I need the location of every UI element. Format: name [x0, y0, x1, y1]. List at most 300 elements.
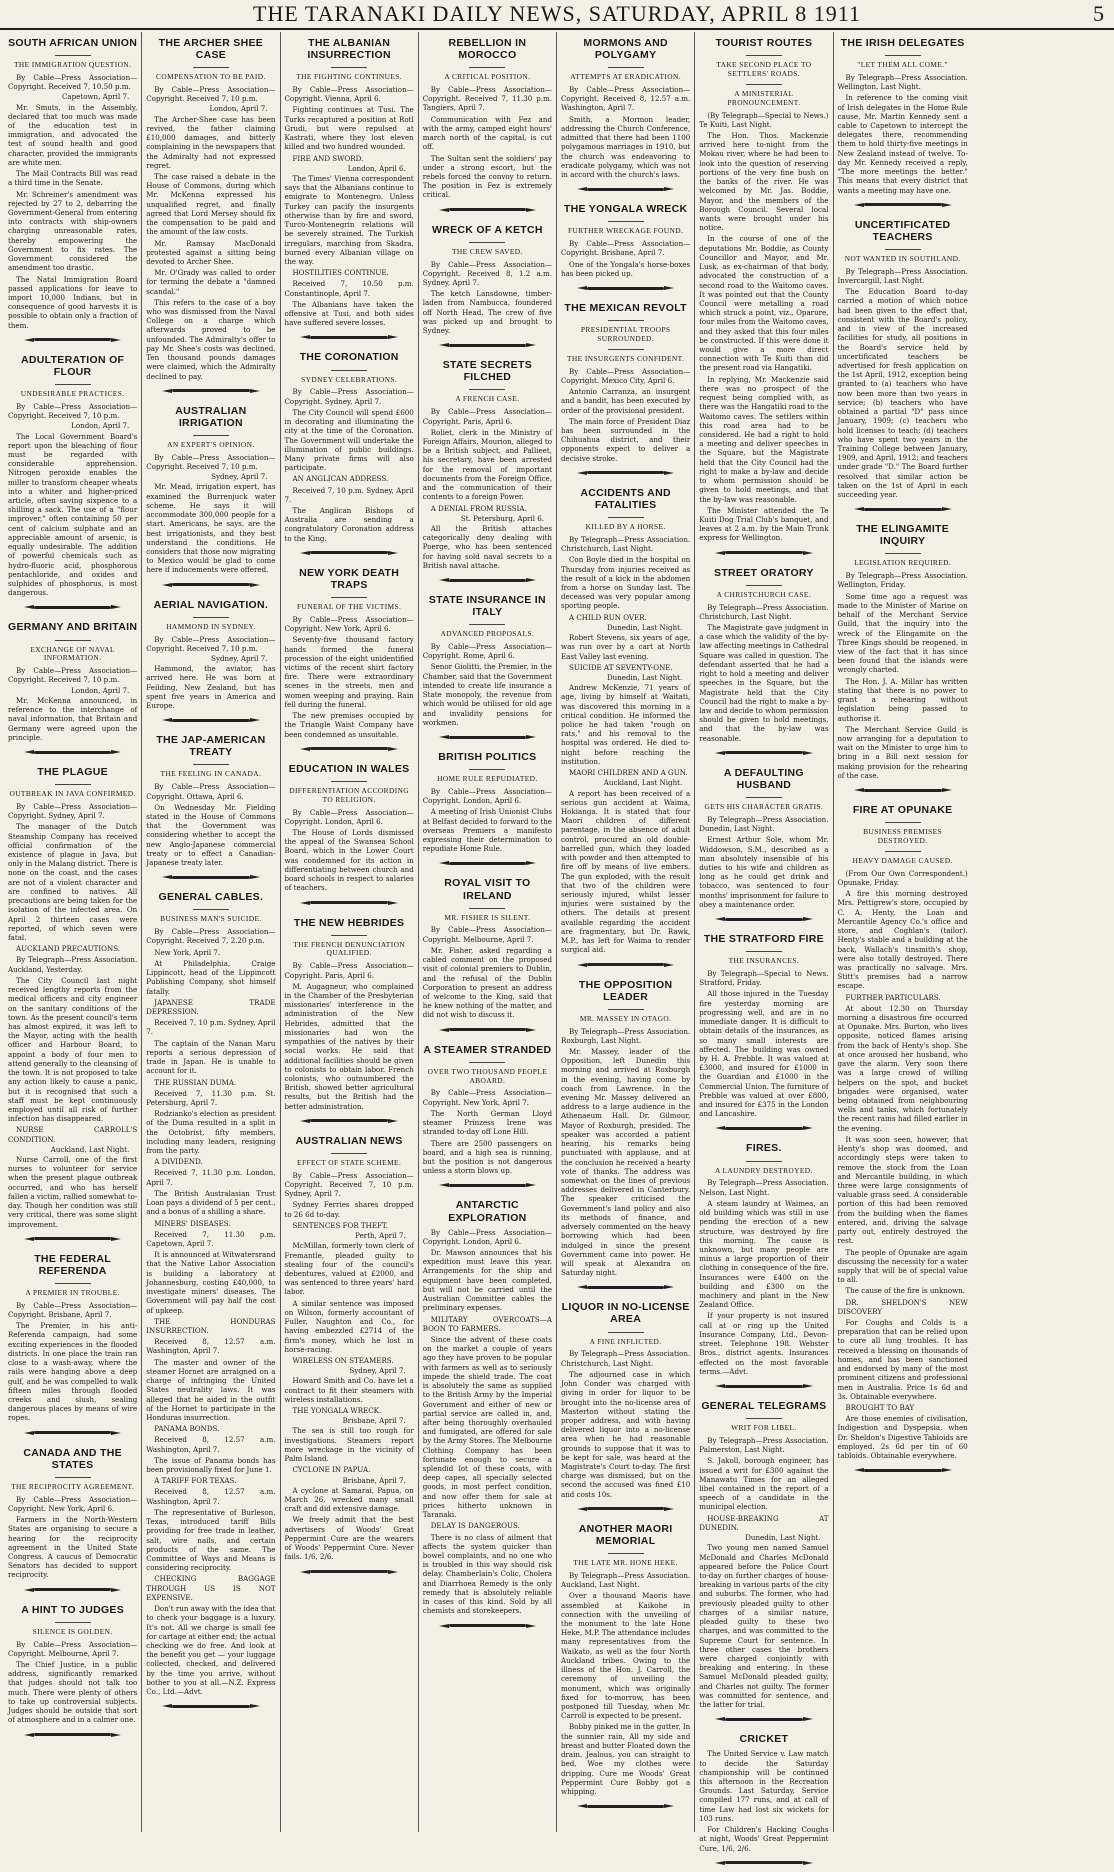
article-paragraph: The adjourned case in which John Conder was charged with giving in order for liquor to be brought into the no-license area of Masterton without stating the proper address, and with having delivered liquor into a no-license area when he had reasonable grounds to suppose that it was to be kept for sale, was heard at the Magistrate's Court to-day. The first charge was dismissed, but on the second the accused was fined £10 and costs 10s. — [561, 1369, 691, 1499]
article — [838, 799, 968, 1479]
article-end-rule — [699, 1125, 828, 1131]
article-paragraph: The Chief Justice, in a public address, significantly remarked that judges should not talk too much. There were plenty of others to take up controversial subjects. Judges should be outside that sort of atmosphere and in a calmer one. — [8, 1659, 138, 1725]
article-end-rule — [423, 860, 552, 866]
article-paragraph: At Philadelphia, Craige Lippincott, head of the Lippincott Publishing Company, shot himself fatally. — [146, 958, 276, 996]
article-paragraph: The Natal Immigration Board passed applications for leave to import 10,000 Indians, but in consequence of good harvests it is possible to obtain only a fraction of them. — [8, 274, 138, 330]
divider — [193, 909, 229, 910]
article-subheading: THE FRENCH DENUNCIATION QUALIFIED. — [293, 939, 406, 958]
dateline: Capetown, April 7. — [61, 92, 130, 102]
divider — [885, 851, 921, 852]
article-subheading: SILENCE IS GOLDEN. — [32, 1626, 113, 1636]
article-paragraph: The ketch Lansdowne, timber-laden from Nambucca, foundered off North Head. The crew of five was picked up and brought to Sydney. — [422, 289, 552, 336]
article-subheading: ATTEMPTS AT ERADICATION. — [570, 72, 681, 82]
masthead — [0, 0, 1114, 30]
divider — [885, 55, 921, 56]
article-headline: A STEAMER STRANDED — [423, 1043, 552, 1056]
article-paragraph: If your property is not insured call at or ring up the United Insurance Company, Ltd., Devon-street. Telephone 198. Webster Bros., district agents. Insurances effected on the most favorable terms.—Advt. — [699, 1311, 829, 1376]
article-headline: THE ARCHER SHEE CASE — [158, 37, 264, 62]
article-paragraph: S. Jakoll, borough engineer, has issued a writ for £300 against the Manawatu Times for an alleged libel contained in the report of a speech of a candidate in the municipal election. — [699, 1456, 829, 1512]
article-paragraph: By Cable—Press Association—Copyright. Received 7, 10 p.m. — [146, 452, 276, 471]
article-headline: ACCIDENTS AND FATALITIES — [580, 486, 671, 511]
article-headline: UNCERTIFICATED TEACHERS — [854, 218, 951, 243]
dateline: Auckland, Last Night. — [50, 1144, 130, 1154]
article-paragraph: Mr. Schreiner's amendment was rejected by 27 to 2, debarring the Government-General from entering into contracts with ship-owners charging unreasonable rates, thereby empowering the Government to fix rates. The Government considered the amendment too drastic. — [8, 189, 138, 273]
article-subheading: KILLED BY A HORSE. — [585, 522, 666, 531]
article-paragraph: A similar sentence was imposed on Wilson, formerly accountant of Fuller, Naughton and Co., for having embezzled £2714 of the firm's money, which he lost in horse-racing. — [284, 1298, 414, 1354]
article-end-rule — [8, 1430, 137, 1436]
article — [699, 1728, 828, 1871]
dateline: Dunedin, Last Night. — [606, 622, 683, 632]
divider — [55, 1283, 91, 1284]
divider — [331, 67, 367, 68]
article-paragraph: Received 7, 10 p.m. Sydney, April 7. — [146, 1018, 276, 1037]
dateline: Perth, April 7. — [355, 1231, 406, 1241]
newspaper-columns — [4, 32, 1110, 1853]
article — [561, 974, 690, 1297]
article-subheading: LEGISLATION REQUIRED. — [854, 558, 952, 568]
article-paragraph: By Telegraph—Press Association. Palmerston, Last Night. — [699, 1435, 829, 1455]
divider — [608, 1553, 644, 1554]
article-paragraph: Smith, a Mormon leader, addressing the Church Conference, admitted that there had been 1100 polygamous marriages in 1910, but the church was endeavoring to eradicate polygamy, which was not in accord with the church's laws. — [561, 114, 691, 179]
article-end-rule — [561, 1803, 690, 1809]
article-headline: SOUTH AFRICAN UNION — [8, 37, 138, 49]
article-paragraph: THE HONDURAS INSURRECTION. — [146, 1316, 276, 1335]
article-paragraph: Received 8, 12.57 a.m. Washington, April 7. — [146, 1435, 276, 1454]
article-subheading: THE INSURGENTS CONFIDENT. — [567, 353, 685, 363]
article — [285, 912, 414, 1130]
divider — [331, 370, 367, 371]
article — [561, 1518, 690, 1815]
article-paragraph: A report has been received of a serious gun accident at Waima, Hokianga. It is stated that four Maori children of different parentage, in the absence of adult control, procured an old double-barrelled gun, which they loaded with powder and then attempted to fire off by means of live embers. The gun exploded, with the result that two of the children were seriously injured, whilst lesser injuries were sustained by the others. The details at present available regarding the accident are fragmentary, but Dr. Rawk, M.P., has left for Waima to render surgical aid. — [561, 788, 691, 955]
article-headline: AUSTRALIAN IRRIGATION — [175, 404, 247, 429]
article-end-rule — [285, 1118, 414, 1124]
article-subheading: BUSINESS PREMISES DESTROYED. — [863, 827, 943, 845]
article-paragraph: BROUGHT TO BAY — [845, 1403, 915, 1412]
article-subheading: FUNERAL OF THE VICTIMS. — [296, 602, 402, 612]
article-paragraph: This refers to the case of a boy who was dismissed from the Naval College on a charge which afterwards proved to be unfounded. The Admiralty's offer to pay Mr. Shee's costs was declined. Ten thousand pounds damages were claimed, which the Admiralty declined to pay. — [146, 297, 276, 381]
article-paragraph: By Cable—Press Association—Copyright. New York, April 6. — [284, 614, 414, 634]
article-paragraph: SUICIDE AT SEVENTY-ONE. — [569, 662, 673, 672]
article-paragraph: A CHILD RUN OVER. — [569, 612, 647, 622]
article-paragraph: Mr. Massey, leader of the Opposition, left Dunedin this morning and arrived at Roxburgh in the evening, having come by coach from Lawrence. In the evening Mr. Massey delivered an address to a large audience in the Athenaeum Hall. Dr. Gilmour, Mayor of Roxburgh, presided. The speaker was accorded a patient hearing, his remarks being punctuated with applause, and at the conclusion he received a hearty vote of thanks. The address was somewhat on the lines of previous addresses delivered in Canterbury. The speaker criticised the Government's land policy and also its methods of finance, and adversely commented on the heavy borrowing which had been indulged in since the present Government came into power. He will speak at Alexandra on Saturday night. — [561, 1046, 691, 1278]
article-paragraph: The issue of Panama bonds has been provisionally fixed for June 1. — [146, 1455, 276, 1475]
article-paragraph: By Cable—Press Association—Copyright. Received 7, 10 p.m. — [146, 85, 276, 104]
article-paragraph: Con Boyle died in the hospital on Thursday from injuries received as the result of a kick in the abdomen from a horse on Sunday last. The deceased was very popular among sporting people. — [561, 555, 691, 611]
article-paragraph: By Telegraph—Press Association. Wellington, Friday. — [837, 571, 968, 590]
article-paragraph: Received 8, 12.57 a.m. Washington, April 7. — [146, 1337, 276, 1356]
article-subheading: BUSINESS MAN'S SUICIDE. — [160, 914, 262, 924]
article-paragraph: There is no class of ailment that affects the system quicker than bowel complaints, and no one who is troubled in this way should risk delay. Chamberlain's Colic, Cholera and Diarrhoea Remedy is the only remedy that is absolutely reliable in cases of this kind. Sold by all chemists and storekeepers. — [422, 1532, 552, 1616]
article-paragraph: By Cable—Press Association—Copyright. Vienna, April 6. — [284, 85, 414, 104]
article-headline: NEW YORK DEATH TRAPS — [299, 566, 400, 591]
divider — [55, 1477, 91, 1478]
divider — [746, 55, 782, 56]
article-subheading: THE LATE MR. HONE HEKE. — [573, 1558, 678, 1568]
article-paragraph: The Times' Vienna correspondent says that the Albanians continue to emigrate to Montenegro. Unless Turkey can pacify the insurgents otherwise than by fire and sword, Turco-Montenegrin relations will be severely strained. The Turkish irregulars, marching from Skadra, burned every Albanian village on the way. — [284, 173, 414, 266]
divider — [55, 640, 91, 641]
article-headline: THE ALBANIAN INSURRECTION — [307, 37, 391, 62]
dateline: Sydney, April 7. — [349, 1366, 406, 1376]
article-end-rule — [423, 734, 552, 740]
article-subheading: "LET THEM ALL COME." — [857, 60, 948, 70]
article-paragraph: Two young men named Samuel McDonald and Charles McDonald appeared before the Police Court to-day on further charges of house-breaking in various parts of the city and suburbs. The former, who had previously pleaded guilty to other charges of a similar nature, pleaded guilty to these two charges, and was committed to the Supreme Court for sentence. In three other cases the brothers were charged conjointly with breaking and entering. In these Samuel McDonald pleaded guilty, and Charles not guilty. The former was committed for sentence, and the latter for trial. — [699, 1543, 829, 1710]
article-paragraph: By Cable—Press Association—Copyright. Brisbane, April 7. — [8, 1300, 138, 1319]
divider — [608, 349, 644, 350]
article-headline: THE JAP-AMERICAN TREATY — [156, 734, 266, 759]
article-paragraph: Howard Smith and Co. have let a contract to fit their steamers with wireless installations. — [284, 1376, 414, 1404]
article-paragraph: THE RUSSIAN DUMA. — [154, 1077, 237, 1087]
article-end-rule — [838, 787, 968, 793]
article-paragraph: Nurse Carroll, one of the first nurses to volunteer for service when the present plague outbreak occurred, and who has herself fallen a victim, rallied somewhat to-day. Though her condition was still very critical, there was some slight improvement. — [8, 1155, 138, 1229]
article-paragraph: Fighting continues at Tusi. The Turks recaptured a position at Rotl Grudi, but were repulsed at Kastrati, where they lost eleven killed and two hundred wounded. — [284, 105, 414, 152]
article-paragraph: The Magistrate gave judgment in a case which the validity of the by-law affecting meetings in Cathedral Square was called in question. The defendant asserted that he had a right to hold a meeting and deliver speeches in the Square, but the Magistrate held that the City Council had the right to make a by-law and decide to whom permission should be given to hold meetings, and that the by-law was reasonable. — [699, 623, 829, 743]
article-paragraph: M. Augagneur, who complained in the Chamber of the Presbyterian missionaries' interference in the administration of the New Hebrides, admitted that the missionaries had won the sympathies of the natives by their social works. He said that additional facilities should be given to colonists to obtain labor. French colonists, who outnumbered the British, showed better agricultural results, but the British had the better administration. — [284, 981, 414, 1111]
article-paragraph: By Cable—Press Association—Copyright. Paris, April 6. — [422, 407, 552, 426]
article-end-rule — [423, 342, 552, 348]
divider — [885, 822, 921, 823]
article-paragraph: By Cable—Press Association—Copyright. Received 7, 10.50 p.m. — [8, 72, 138, 92]
divider — [55, 55, 91, 56]
article-end-rule — [699, 750, 828, 756]
article-end-rule — [699, 1716, 828, 1722]
article-headline: AERIAL NAVIGATION. — [153, 598, 269, 611]
article-end-rule — [146, 874, 275, 880]
article-end-rule — [146, 1703, 275, 1709]
article-paragraph: By Cable—Press Association—Copyright. Sydney, April 7. — [284, 387, 414, 406]
article-subheading: EXCHANGE OF NAVAL INFORMATION. — [30, 644, 115, 663]
article-headline: FIRE AT OPUNAKE — [852, 804, 953, 817]
article-paragraph: The Hon. J. A. Millar has written stating that there is no power to grant a rehearing without legislation being passed to authorise it. — [837, 676, 968, 723]
article-paragraph: SENTENCES FOR THEFT. — [292, 1220, 388, 1230]
dateline: St. Petersburg, April 6. — [460, 513, 544, 523]
article-paragraph: Roliet, clerk in the Ministry of Foreign Affairs, Mourion, alleged to be a British subject, and Pallieet, his secretary, have been arrested for the removal of important documents from the Foreign Office, and the communication of their contents to a foreign Power. — [422, 427, 552, 502]
article-headline: BRITISH POLITICS — [438, 751, 537, 763]
article-paragraph: Rodzianko's election as president of the Duma resulted in a split in the Octobrist, fifty members, including many leaders, resigning from the party. — [146, 1109, 276, 1156]
article-paragraph: By Cable—Press Association—Copyright. New York, April 7. — [422, 1088, 552, 1107]
article-paragraph: A meeting of Irish Unionist Clubs at Belfast decided to forward to the overseas Premiers a manifesto expressing their determination to repudiate Home Rule. — [422, 807, 552, 854]
column-7 — [834, 32, 972, 1832]
article-paragraph: By Cable—Press Association—Copyright. Melbourne, April 7. — [8, 1639, 138, 1658]
divider — [331, 781, 367, 782]
article-paragraph: The United Service v. Law match to decide the Saturday championship will be continued this afternoon in the Recreation Grounds. Last Saturday, Service compiled 177 runs, and at call of time Law had lost six wickets for 103 runs. — [699, 1749, 829, 1823]
article-paragraph: The Anglican Bishops of Australia are sending a congratulatory Coronation address to the King. — [284, 506, 414, 543]
divider — [469, 389, 505, 390]
article-paragraph: Received 8, 12.57 a.m. Washington, April 7. — [146, 1487, 276, 1506]
article-paragraph: MAORI CHILDREN AND A GUN. — [569, 768, 688, 778]
article-headline: GENERAL CABLES. — [158, 891, 264, 904]
divider — [331, 1153, 367, 1154]
article — [8, 761, 137, 1248]
article — [561, 32, 690, 198]
divider — [885, 553, 921, 554]
article-subheading: EFFECT OF STATE SCHEME. — [297, 1157, 402, 1167]
article — [699, 562, 828, 762]
article-paragraph: By Cable—Press Association—Copyright. Paris, April 6. — [284, 961, 414, 980]
dateline: Sydney, April 7. — [211, 472, 268, 482]
article-paragraph: There are 2500 passengers on board, and a high sea is running, but the position is not dangerous unless a storm blows up. — [422, 1138, 552, 1176]
article-paragraph: McMillan, formerly town clerk of Fremantle, pleaded guilty to stealing four of the council's debentures, valued at £2000, and was sentenced to three years' hard labor. — [284, 1241, 414, 1297]
article-paragraph: On Wednesday Mr. Fielding stated in the House of Commons that the Government was considering whether to accept the new Anglo-Japanese commercial treaty or to effect a Canadian-Japanese treaty later. — [146, 802, 276, 868]
article-paragraph: Received 7, 10 p.m. Sydney, April 7. — [284, 485, 414, 504]
article-paragraph: Senor Giolitti, the Premier, in the Chamber, said that the Government intended to create life insurance a State monopoly, the revenue from which would be utilised for old age and invalidity pensions for workmen. — [422, 662, 552, 727]
divider — [193, 67, 229, 68]
article-headline: STREET ORATORY — [714, 566, 814, 579]
article-paragraph: One of the Yongala's horse-boxes has been picked up. — [561, 259, 691, 278]
article-paragraph: The North German Lloyd steamer Prinzess Irene was stranded to-day off Lone Hill. — [422, 1108, 552, 1137]
article-paragraph: Mr. McKenna announced, in reference to the interchange of naval information, that Britain and Germany were agreed upon the principle. — [8, 695, 138, 742]
article-paragraph: Received 7, 10.50 p.m. Constantinople, April 7. — [284, 279, 414, 298]
article-end-rule — [8, 749, 137, 755]
article-paragraph: Mr. Smuts, in the Assembly, declared that too much was made of the education test in immigration, and advocated the test of sound health and good character, provided the immigrants are white men. — [8, 102, 138, 167]
article-paragraph: The Albanians have taken the offensive at Tusi, and both sides have suffered severe losses. — [284, 299, 414, 328]
column-6 — [695, 32, 833, 1853]
article-subheading: A LAUNDRY DESTROYED. — [714, 1165, 813, 1175]
article — [285, 562, 414, 758]
dateline: London, April 7. — [71, 421, 130, 431]
article-subheading: COMPENSATION TO BE PAID. — [156, 72, 266, 82]
column-1 — [4, 32, 142, 1832]
divider — [608, 67, 644, 68]
divider — [55, 384, 91, 385]
article-paragraph: The Education Board to-day carried a motion of which notice had been given to the effect that, consistent with the Board's policy, and in view of the increased facilities for study, all positions in the Board's service held by uncertificated teachers be advertised for fresh application on the 1st April, 1912, exception being granted to (a) teachers who have now been more than two years in service; (b) teachers who have obtained a partial "D" pass since January, 1909; (c) teachers who hold licenses to teach; (d) teachers who have spent two years in the Training College between January, 1909, and April, 1912; and teachers under grade "D." The Board further resolved that similar action be taken on the 1st of April in each succeeding year. — [837, 287, 968, 500]
article-end-rule — [285, 1569, 414, 1575]
article-paragraph: Over a thousand Maoris have assembled at Kaikohe in connection with the unveiling of the monument to the late Hone Heke, M.P. The attendance includes many representatives from the Waikato, as well as the four North Auckland tribes. Owing to the illness of the Hon. J. Carroll, the ceremony of unveiling the monument, which was originally fixed for to-morrow, has been postponed till Tuesday, when Mr. Carroll is expected to be present. — [561, 1591, 691, 1721]
article — [8, 1599, 137, 1744]
article-headline: THE FEDERAL REFERENDA — [34, 1252, 112, 1277]
article — [8, 1442, 137, 1599]
article-subheading: TAKE SECOND PLACE TO SETTLERS' ROADS. — [716, 60, 812, 78]
article-headline: TOURIST ROUTES — [715, 37, 813, 49]
article-paragraph: New York, April 7. — [154, 947, 221, 957]
divider — [608, 221, 644, 222]
dateline: London, April 6. — [347, 163, 406, 173]
article-paragraph: By Cable—Press Association—Copyright. Received 7, 10 p.m. — [8, 401, 138, 421]
article-paragraph: NURSE CARROLL'S CONDITION. — [8, 1125, 138, 1144]
article-paragraph: By Cable—Press Association—Copyright. Brisbane, April 7. — [561, 239, 691, 258]
article-paragraph: By Telegraph—Press Association. Christchurch, Last Night. — [561, 534, 691, 554]
article-headline: EDUCATION IN WALES — [288, 762, 410, 775]
article — [699, 1137, 828, 1395]
article-paragraph: By Cable—Press Association—Copyright. Received 7, 2.20 p.m. — [146, 927, 276, 946]
article-paragraph: All the British attaches categorically deny dealing with Poerge, who has been sentenced for having sold naval secrets to a British naval attache. — [422, 523, 552, 570]
article-end-rule — [699, 1383, 828, 1389]
divider — [469, 624, 505, 625]
article-subheading: MR. MASSEY IN OTAGO. — [579, 1013, 672, 1023]
article-subheading: HEAVY DAMAGE CAUSED. — [852, 855, 953, 865]
article — [561, 297, 690, 482]
article-paragraph: A TARIFF FOR TEXAS. — [154, 1476, 237, 1486]
divider — [469, 769, 505, 770]
article-paragraph: HOUSE-BREAKING AT DUNEDIN. — [699, 1513, 829, 1532]
article-paragraph: In replying, Mr. Mackenzie said there was no prospect of the request being complied with, as there was the Hangatiki road to the Waitomo caves. The settlers within this road area had to be considered. He had a right to hold a meeting and deliver speeches in the Square, but the Magistrate held that the City Council had the right to make a by-law and decide to whom permission should be given to hold meetings, and that the by-law was reasonable. — [699, 374, 829, 504]
article-headline: ANTARCTIC EXPLORATION — [448, 1199, 527, 1224]
article-headline: THE PLAGUE — [37, 766, 108, 778]
article-headline: CRICKET — [739, 1733, 789, 1746]
article-headline: LIQUOR IN NO-LICENSE AREA — [561, 1301, 690, 1326]
article-paragraph: Dr. Mawson announces that his expedition must leave this year. Arrangements for the ship and equipment have been completed, but will not be carried until the Australian Committee cables the preliminary expenses. — [422, 1248, 552, 1313]
article-paragraph: THE YONGALA WRECK. — [292, 1406, 382, 1416]
divider — [608, 517, 644, 518]
article-paragraph: By Cable—Press Association—Copyright. Received 7, 10 p.m. — [146, 634, 276, 653]
article-paragraph: The sea is still too rough for investigations. Steamers report more wreckage in the vicinity of Palm Island. — [284, 1426, 414, 1464]
article-paragraph: The new premises occupied by the Triangle Waist Company have been condemned as unsuitable. — [284, 711, 414, 739]
article-end-rule — [285, 746, 414, 752]
article-paragraph: The City Council last night received lengthy reports from the medical officers and city engineer on the sanitary conditions of the town. As the present council's term has almost expired, it was left to the Mayor, acting with the health officer and Harbour Board, to appoint a body of four men to attend generally to the cleansing of the town. It is not proposed to take any action likely to cause a panic, but it is recognised that such a staff must be kept continuously employed until all risk of further infection has disappeared. — [8, 975, 138, 1124]
article-paragraph: By Cable—Press Association—Copyright. Received 7, 11.30 p.m. Tangiers, April 7. — [422, 85, 552, 113]
article-paragraph: By Telegraph—Press Association. Wellington, Last Night. — [837, 72, 968, 92]
article-paragraph: DELAY IS DANGEROUS. — [430, 1521, 520, 1531]
article-headline: WRECK OF A KETCH — [431, 223, 543, 236]
article-paragraph: The Hon. Thos. Mackenzie arrived here to-night from the Mokau river, where he had been to look into the question of reserving portions of the very fine bush on the banks of the river. He was welcomed by Mr. Jas. Boddie, Mayor, and the members of the Borough Council. Several local wants were brought under his notice. — [699, 131, 829, 233]
article-paragraph: Received 7, 11.30 p.m. London, April 7. — [146, 1168, 276, 1187]
article-paragraph: PANAMA BONDS. — [154, 1424, 220, 1434]
article-end-rule — [561, 186, 690, 192]
article-paragraph: Some time ago a request was made to the Minister of Marine on behalf of the Merchant Service Guild, that the inquiry into the wreck of the Elingamite on the Three Kings should be reopened, in view of the fact that it has since been found that the islands were wrongly charted. — [837, 591, 968, 675]
article-headline: THE ELINGAMITE INQUIRY — [856, 523, 950, 548]
article-end-rule — [423, 207, 552, 213]
article-subheading: HOME RULE REPUDIATED. — [437, 774, 538, 784]
article-end-rule — [699, 916, 828, 922]
article-end-rule — [8, 1587, 137, 1593]
article — [699, 928, 828, 1137]
article-paragraph: It is announced at Witwatersrand that the Native Labor Association is building a laboratory at Johannesburg, costing £40,000, to investigate miners' diseases. The Government will pay half the cost of upkeep. — [146, 1250, 276, 1315]
article-headline: THE MEXICAN REVOLT — [564, 302, 687, 314]
article — [8, 32, 137, 349]
article-end-rule — [561, 285, 690, 291]
article-paragraph: JAPANESE TRADE DEPRESSION. — [146, 997, 276, 1016]
article-end-rule — [423, 1623, 552, 1629]
article — [561, 1296, 690, 1518]
article-headline: THE IRISH DELEGATES — [840, 37, 965, 49]
article-paragraph: By Telegraph—Special to News. Stratford, Friday. — [699, 968, 829, 988]
article-paragraph: The City Council will spend £600 in decorating and illuminating the city at the time of the Coronation. The Government will undertake the illumination of public buildings. Many private firms will also participate. — [284, 407, 414, 473]
article-subheading: SYDNEY CELEBRATIONS. — [301, 374, 398, 384]
article-paragraph: The captain of the Nanan Maru reports a serious depression of trade in Japan. He is unable to account for it. — [146, 1038, 276, 1076]
article-paragraph: At about 12.30 on Thursday morning a disastrous fire occurred at Opunake. Mrs. Burton, who lives opposite, noticed flames arising from the back of Henty's shop. She at once aroused her husband, who gave the alarm. Very soon there was a large crowd of willing helpers on the spot, and bucket brigades were organised, water being obtained from neighbouring wells and tanks, which fortunately the recent rains had filled earlier in the evening. — [837, 1003, 968, 1133]
article-paragraph: A DIVIDEND. — [154, 1157, 203, 1167]
article-subheading: DIFFERENTIATION ACCORDING TO RELIGION. — [289, 785, 410, 804]
article — [285, 32, 414, 346]
article-paragraph: Andrew McKenzie, 71 years of age, living by himself at Waitati, was discovered this morning in a critical condition. He informed the police he had taken "rough on rats," and his removal to the hospital was ordered. He died to-night before reaching the institution. — [561, 683, 691, 766]
article — [285, 758, 414, 912]
article-subheading: UNDESIRABLE PRACTICES. — [20, 388, 125, 398]
divider — [746, 1418, 782, 1419]
article-paragraph: The Mail Contracts Bill was read a third time in the Senate. — [8, 169, 138, 188]
article-paragraph: Mr. Fisher, asked regarding a cabled comment on the proposed visit of colonial premiers to Dublin, and the refusal of the Dublin Corporation to present an address of welcome to the King, said that he knew nothing of the matter, and did not wish to discuss it. — [422, 945, 552, 1020]
article-end-rule — [699, 1860, 828, 1866]
article-paragraph: Bobby pinked me in the gutter, In the sunnier rain, All my side and breast and butter Floated down the drain. Jealous, you can straight to bed, Woe my clothes were dripping. Cure me Woods' Great Peppermint Cure Bobby got a whipping. — [561, 1722, 691, 1796]
article-end-rule — [838, 1467, 968, 1473]
article-paragraph: Hammond, the aviator, has arrived here. He was born at Feilding, New Zealand, but has spent five years in America and Europe. — [146, 664, 276, 711]
article-paragraph: By Cable—Press Association—Copyright. Melbourne, April 7. — [422, 925, 552, 944]
article-paragraph: FIRE AND SWORD. — [292, 153, 364, 163]
dateline: Dunedin, Last Night. — [606, 672, 683, 682]
article-end-rule — [423, 1182, 552, 1188]
article-paragraph: Mr. Ramsay MacDonald protested against a sitting being devoted to Archer Shee. — [146, 238, 276, 266]
divider — [885, 249, 921, 250]
divider — [193, 764, 229, 765]
article — [699, 32, 828, 562]
article-paragraph: HOSTILITIES CONTINUE. — [292, 268, 389, 278]
article-paragraph: The people of Opunake are again discussing the necessity for a water supply that will be of special value to all. — [837, 1247, 968, 1285]
divider — [746, 1161, 782, 1162]
article-paragraph: We freely admit that the best advertisers of Woods' Great Peppermint Cure are the wearers of Woods' Peppermint Cure. Never fails. 1/6, 2/6. — [284, 1515, 414, 1562]
article-end-rule — [146, 388, 275, 394]
article — [146, 32, 275, 400]
article — [423, 872, 552, 1038]
article-subheading: THE IMMIGRATION QUESTION. — [13, 60, 132, 70]
article-subheading: ADVANCED PROPOSALS. — [440, 629, 535, 639]
article-paragraph: All those injured in the Tuesday fire yesterday morning are progressing well, and are in no immediate danger. It is difficult to obtain details of the insurances, as so many small interests are affected. The building was owned by H. A. Prebble. It was valued at £3000, and insured for £1000 in the Guardian and £1000 in the Commercial Union. The furniture of Prebble was valued at over £800, and insured for £375 in the London and Lancashire. — [699, 989, 829, 1119]
article — [146, 400, 275, 594]
article — [838, 32, 968, 214]
article-paragraph: The representative of Burleson, Texas, introduced tariff Bills providing for free trade in leather, salt, wire nails, and certain products of the same. The Committee of Ways and Means is considering reciprocity. — [146, 1507, 276, 1573]
article-subheading: GETS HIS CHARACTER GRATIS. — [704, 801, 824, 811]
article-paragraph: Received 7, 11.30 p.m. Capetown, April 7. — [146, 1229, 276, 1248]
article-headline: MORMONS AND POLYGAMY — [583, 37, 668, 62]
article — [699, 1395, 828, 1728]
article-paragraph: The Archer-Shee case has been revived, the father claiming £10,000 damages, and bitterly complaining in the newspapers that the Admiralty had not expressed regret. — [146, 114, 276, 170]
divider — [746, 797, 782, 798]
article-headline: GENERAL TELEGRAMS — [701, 1400, 827, 1412]
article-headline: GERMANY AND BRITAIN — [8, 621, 138, 634]
article-subheading: A FRENCH CASE. — [455, 394, 520, 404]
article-subheading: FURTHER WRECKAGE FOUND. — [568, 226, 684, 236]
article-paragraph: By Telegraph—Press Association. Nelson, Last Night. — [699, 1178, 829, 1197]
article-end-rule — [8, 337, 137, 343]
article-paragraph: The manager of the Dutch Steamship Company has received official confirmation of the existence of plague in Java, but only in the Malang district. There is none on the coast, and the cases are not of a violent character and are confined to natives. All precautions are being taken for the isolation of the infected area. On April 2 thirteen cases were reported, of which seven were fatal. — [8, 822, 138, 942]
article-paragraph: The case raised a debate in the House of Commons, during which Mr. McKenna expressed his unqualified regret, and finally agreed that Lord Mersey should fix the compensation to be paid and the amount of the law costs. — [146, 171, 276, 237]
dateline: Sydney, April 7. — [211, 654, 268, 663]
article-subheading: AN EXPERT'S OPINION. — [167, 439, 255, 449]
article-end-rule — [423, 1027, 552, 1033]
article-subheading: THE FEELING IN CANADA. — [160, 769, 262, 779]
article — [423, 354, 552, 589]
article-paragraph: The Merchant Service Guild is now arranging for a deputation to wait on the Minister to urge him to bring in a Bill next session for making provision for the rehearing of the case. — [837, 724, 968, 780]
column-4 — [419, 32, 557, 1832]
article-paragraph: A fire this morning destroyed Mrs. Pettigrew's store, occupied by C. A. Henty, the Loan and Mercantile Agency Co.'s office and store, and Coghlan's (tailor). Henty's stable and a building at the back, Wallach's tinsmith's shop, were also totally destroyed. There was practically no salvage. Mrs. Stitt's premises had a narrow escape. — [837, 889, 968, 991]
article-end-rule — [8, 1732, 137, 1738]
article-headline: AUSTRALIAN NEWS — [295, 1134, 403, 1147]
article-headline: CANADA AND THE STATES — [23, 1446, 122, 1471]
article — [423, 1039, 552, 1195]
article-subheading: A CRITICAL POSITION. — [444, 72, 531, 82]
dateline: Dunedin, Last Night. — [745, 1533, 821, 1543]
article-end-rule — [285, 334, 414, 340]
article — [8, 1248, 137, 1442]
article-subheading: A CHRISTCHURCH CASE. — [716, 589, 812, 599]
article-end-rule — [285, 550, 414, 556]
article-paragraph: By Telegraph—Press Association. Roxburgh, Last Night. — [561, 1026, 691, 1045]
article-paragraph: By Cable—Press Association—Copyright. Rome, April 6. — [422, 642, 552, 661]
article-paragraph: AUCKLAND PRECAUTIONS. — [16, 944, 121, 954]
article-paragraph: By Cable—Press Association—Copyright. Ottawa, April 6. — [146, 782, 276, 801]
article-paragraph: By Cable—Press Association—Copyright. Sydney, April 7. — [8, 801, 138, 821]
article-subheading: A PREMIER IN TROUBLE. — [25, 1287, 120, 1297]
article-paragraph: The Premier, in his anti-Referenda campaign, had some exciting experiences in the flooded districts. In one place the train ran close to a wash-away, where the rails were hanging above a deep gulf, and he was compelled to walk fifteen miles through flooded creeks and slush, sealing dangerous places by means of wire ropes. — [8, 1321, 138, 1423]
divider — [746, 84, 782, 85]
article-end-rule — [838, 202, 968, 208]
article-paragraph: Communication with Fez and with the army, camped eight hours' march north of the capital, is cut off. — [422, 114, 552, 152]
article-headline: STATE INSURANCE IN ITALY — [428, 594, 546, 619]
article — [146, 886, 275, 1715]
article-paragraph: CYCLONE IN PAPUA. — [292, 1465, 371, 1475]
article-paragraph: (From Our Own Correspondent.) Opunake, Friday. — [837, 868, 968, 887]
divider — [608, 320, 644, 321]
article-subheading: THE RECIPROCITY AGREEMENT. — [11, 1481, 135, 1491]
article-paragraph: By Cable—Press Association—Copyright. Received 8, 12.57 a.m. Washington, April 7. — [561, 85, 691, 113]
article-paragraph: It was soon seen, however, that Henty's shop was doomed, and accordingly steps were taken to remove the stock from the Loan and Mercantile building, in which three were large consignments of valuable grass seed. A considerable portion of this had been removed from the building when the flames entered, and, driving the salvage party out, entirely destroyed the rest. — [837, 1134, 968, 1246]
